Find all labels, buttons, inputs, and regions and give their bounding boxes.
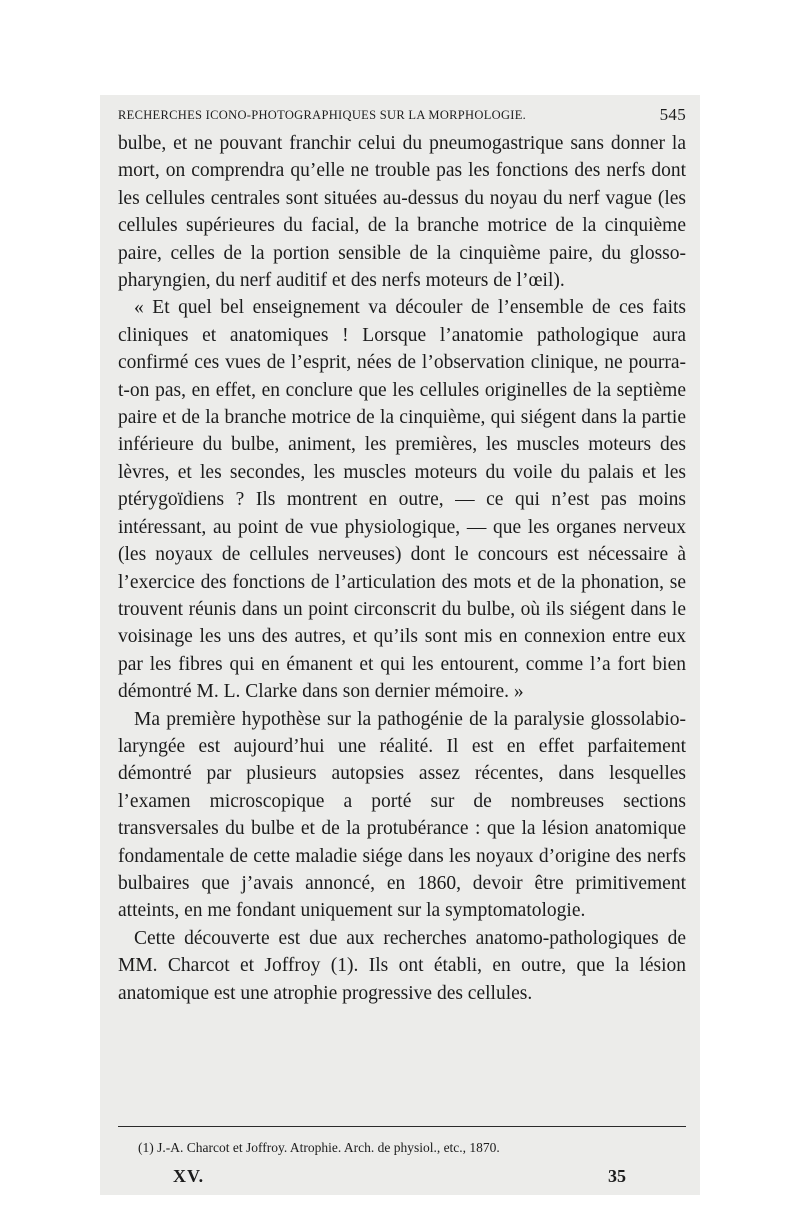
footnote: (1) J.-A. Charcot et Joffroy. Atrophie. Arch. de physiol., etc., 1870. — [138, 1140, 500, 1155]
page-number: 545 — [659, 105, 686, 124]
paragraph-1: bulbe, et ne pouvant franchir celui du pneumogastrique sans donner la mort, on comprendra qu’elle ne trouble pas les fonctions des nerfs dont les cellules centrales sont situées au-dessus du noyau du nerf vague (les cellules supérieures du facial, de la branche motrice de la cinquième paire, celles de la portion sensible de la cinquième paire, du glosso-pharyngien, du nerf auditif et des nerfs moteurs de l’œil). — [118, 133, 686, 292]
running-head — [118, 100, 686, 130]
body-text — [118, 130, 686, 1007]
running-head-title: RECHERCHES ICONO-PHOTOGRAPHIQUES SUR LA MORPHOLOGIE. — [118, 108, 527, 122]
book-page — [118, 100, 686, 1190]
paragraph-4: Cette découverte est due aux recherches anatomo-pathologiques de MM. Charcot et Joffroy (1). Ils ont établi, en outre, que la lésion anatomique est une atrophie progressive des cellules. — [118, 927, 686, 1004]
footnote-rule — [118, 1126, 686, 1127]
paragraph-3: Ma première hypothèse sur la pathogénie de la paralysie glossolabio-laryngée est aujourd’hui une réalité. Il est en effet parfaitement démontré par plusieurs autopsies assez récentes, dans lesquelles l’examen microscopique a porté sur de nombreuses sections transversales du bulbe et de la protubérance : que la lésion anatomique fondamentale de cette maladie siége dans les noyaux d’origine des nerfs bulbaires que j’avais annoncé, en 1860, devoir être primitivement atteints, en me fondant uniquement sur la symptomatologie. — [118, 708, 686, 922]
paragraph-2: « Et quel bel enseignement va découler de l’ensemble de ces faits cliniques et anatomiques ! Lorsque l’anatomie pathologique aura confirmé ces vues de l’esprit, nées de l’observation clinique, ne pourra-t-on pas, en effet, en conclure que les cellules originelles de la septième paire et de la branche motrice de la cinquième, qui siégent dans la partie inférieure du bulbe, animent, les premières, les muscles moteurs des lèvres, et les secondes, les muscles moteurs du voile du palais et les ptérygoïdiens ? Ils montrent en outre, — ce qui n’est pas moins intéressant, au point de vue physiologique, — que les organes nerveux (les noyaux de cellules nerveuses) dont le concours est nécessaire à l’exercice des fonctions de l’articulation des mots et de la phonation, se trouvent réunis dans un point circonscrit du bulbe, où ils siégent dans le voisinage les uns des autres, et qu’ils sont mis en connexion entre eux par les fibres qui en émanent et qui les entourent, comme l’a fort bien démontré M. L. Clarke dans son dernier mémoire. » — [118, 297, 686, 703]
signature-mark: XV. — [173, 1166, 205, 1186]
signature-number: 35 — [608, 1166, 626, 1186]
